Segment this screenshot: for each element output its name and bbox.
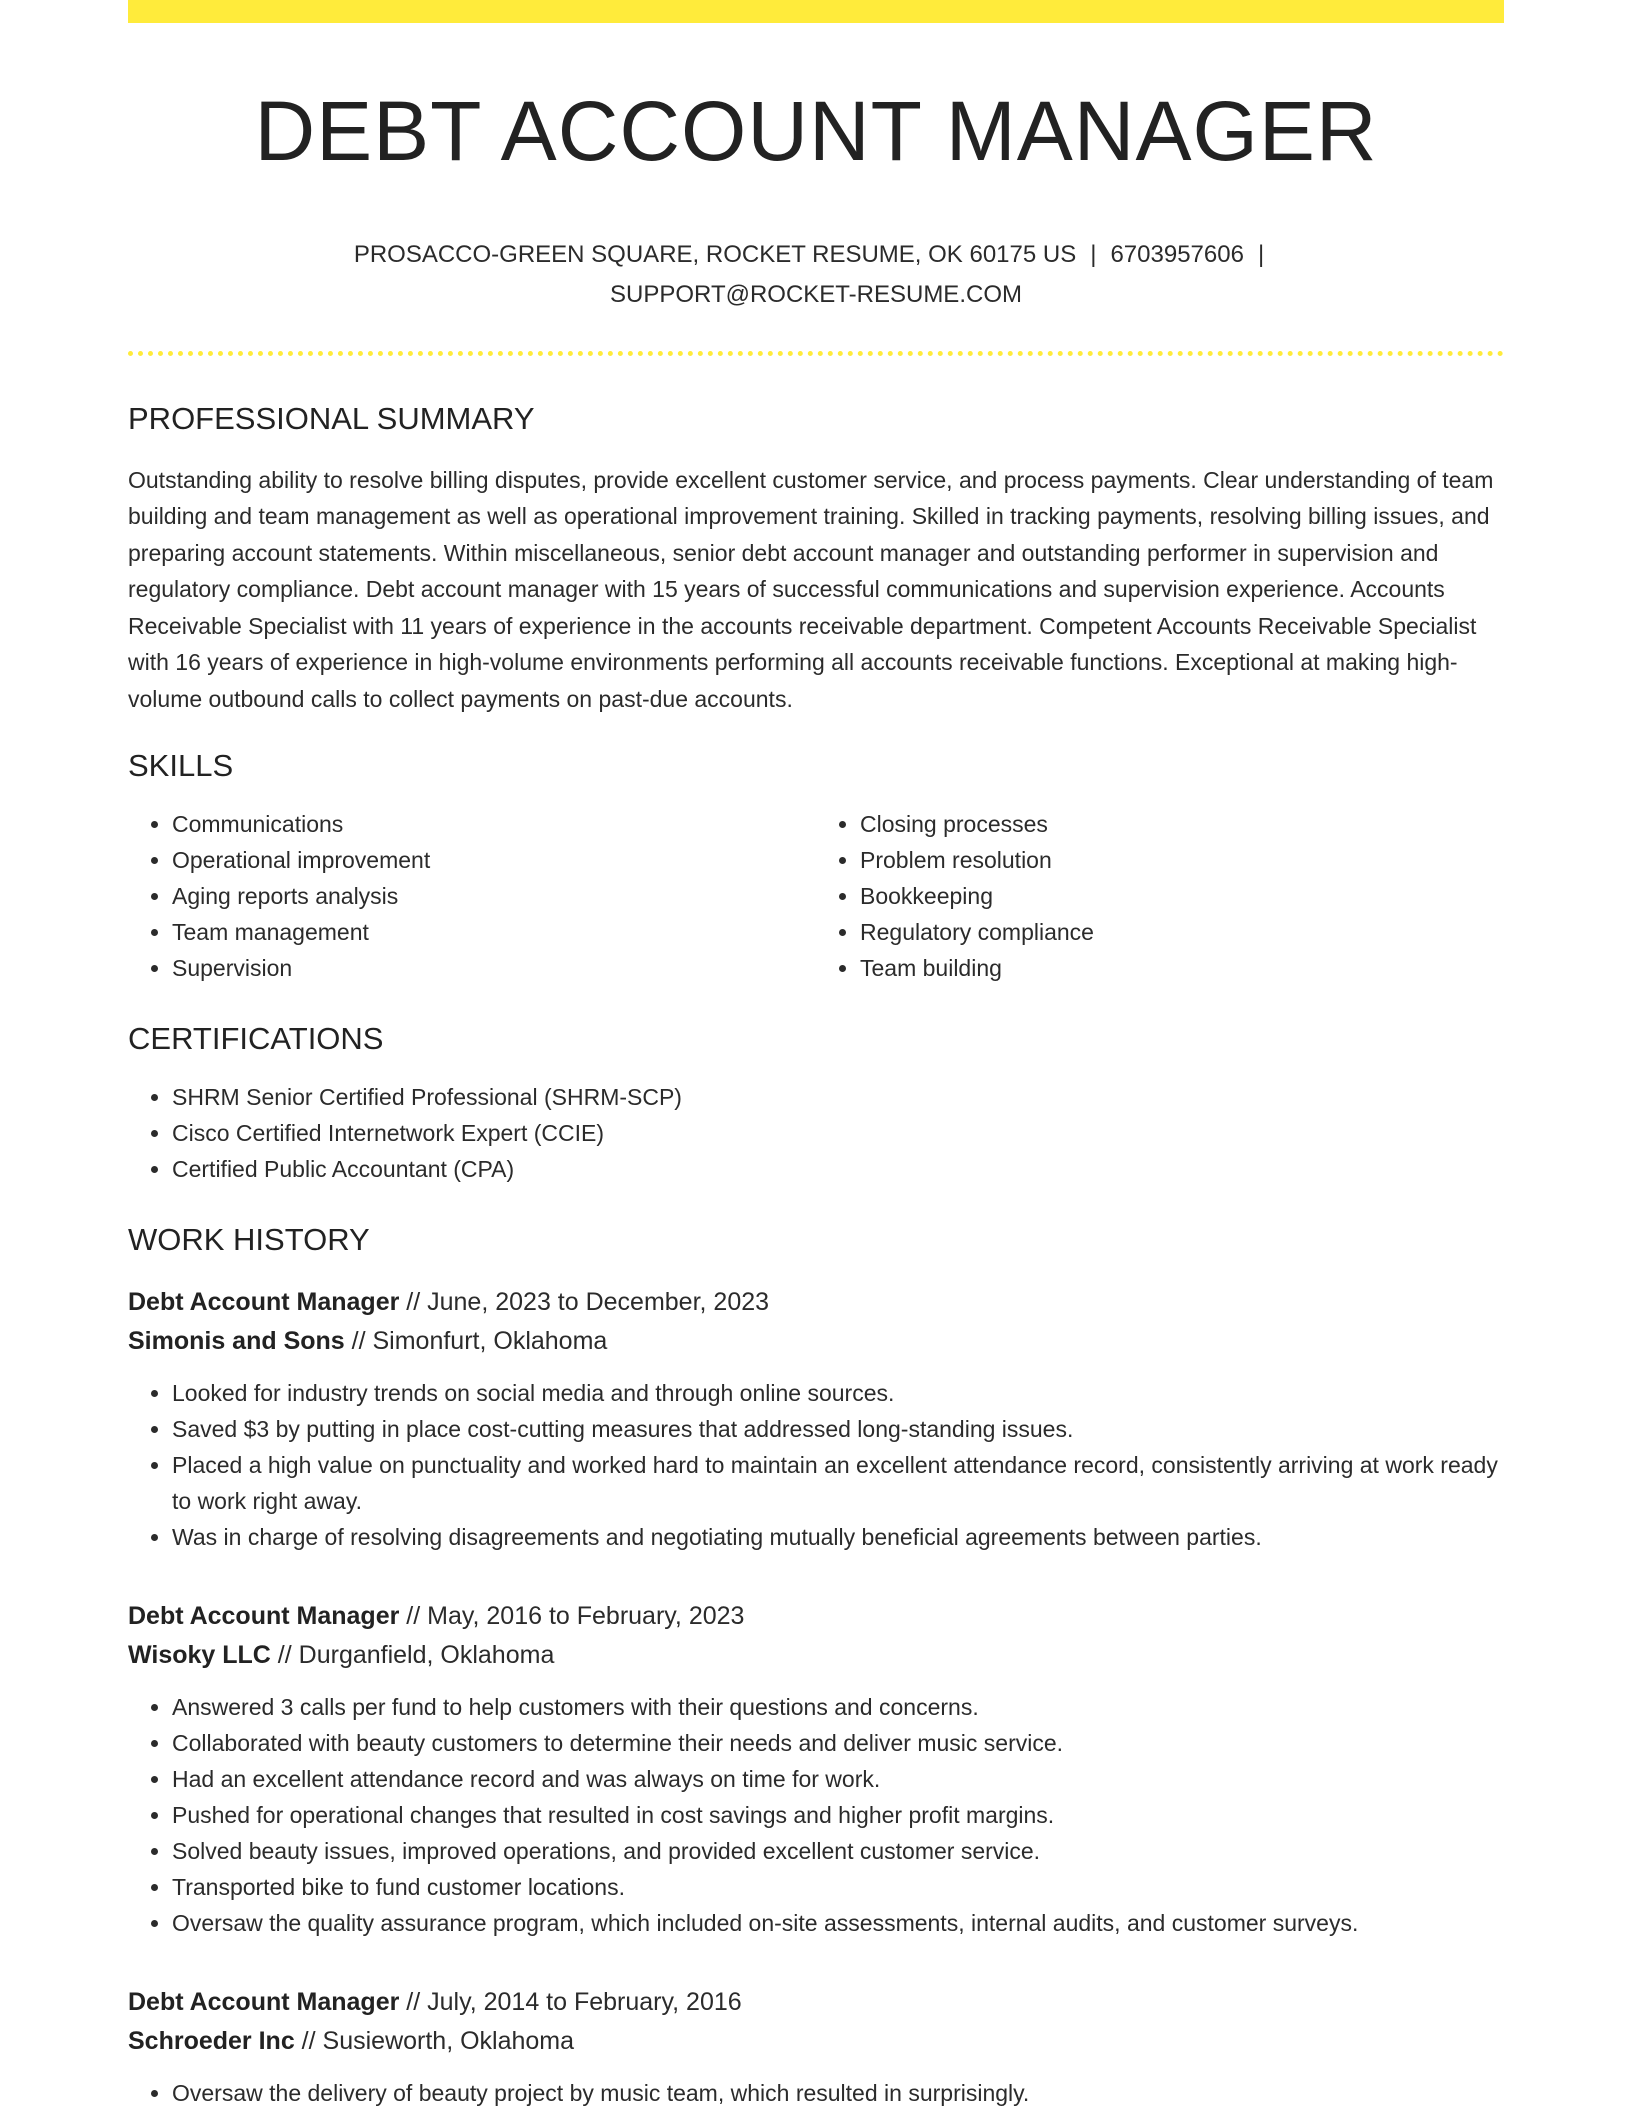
resume-title: DEBT ACCOUNT MANAGER: [254, 84, 1378, 178]
job-role: Debt Account Manager: [128, 1987, 400, 2016]
job-separator: //: [270, 1640, 299, 1669]
certifications-heading: CERTIFICATIONS: [128, 1021, 384, 1057]
resume-page: [128, 0, 1504, 2111]
job-separator: //: [344, 1326, 373, 1355]
job-company-line: [128, 1636, 1504, 1675]
summary-text: Outstanding ability to resolve billing disputes, provide excellent customer service, and process payments. Clear understanding of team building and team management as well as operational improvement training. Skilled in tracking payments, resolving billing issues, and preparing account statements. Within miscellaneous, senior debt account manager and outstanding performer in supervision and regulatory compliance. Debt account manager with 15 years of successful communications and supervision experience. Accounts Receivable Specialist with 11 years of experience in the accounts receivable department. Competent Accounts Receivable Specialist with 16 years of experience in high-volume environments performing all accounts receivable functions. Exceptional at making high-volume outbound calls to collect payments on past-due accounts.: [128, 466, 1494, 712]
job-company: Schroeder Inc: [128, 2026, 295, 2055]
dotted-divider: [128, 351, 1504, 356]
job-company: Simonis and Sons: [128, 1326, 345, 1355]
job-company-line: [128, 2022, 1504, 2061]
skill-item: • Communications: [172, 806, 816, 842]
job-bullets: [128, 2075, 1504, 2111]
job-role: Debt Account Manager: [128, 1287, 400, 1316]
work-history-heading: WORK HISTORY: [128, 1222, 370, 1258]
job-entry: [128, 1283, 1504, 1555]
job-bullet: • Transported bike to fund customer locations.: [172, 1869, 1504, 1905]
job-role-line: [128, 1983, 1504, 2022]
job-bullet: • Was in charge of resolving disagreements and negotiating mutually beneficial agreements between parties.: [172, 1519, 1504, 1555]
skill-item: • Team building: [860, 950, 1504, 986]
skill-item: • Aging reports analysis: [172, 878, 816, 914]
contact-phone: 6703957606: [1110, 241, 1244, 269]
contact-email: SUPPORT@ROCKET-RESUME.COM: [610, 281, 1022, 309]
skill-item: • Supervision: [172, 950, 816, 986]
job-company: Wisoky LLC: [128, 1640, 271, 1669]
skill-item: • Team management: [172, 914, 816, 950]
certifications-list: [128, 1079, 1504, 1187]
job-dates: June, 2023 to December, 2023: [427, 1287, 770, 1316]
skill-item: • Problem resolution: [860, 842, 1504, 878]
job-bullet: • Answered 3 calls per fund to help customers with their questions and concerns.: [172, 1689, 1504, 1725]
skill-item: • Regulatory compliance: [860, 914, 1504, 950]
skills-heading: SKILLS: [128, 748, 234, 784]
job-role-line: [128, 1597, 1504, 1636]
job-bullet: • Solved beauty issues, improved operations, and provided excellent customer service.: [172, 1833, 1504, 1869]
job-separator: //: [399, 1601, 428, 1630]
job-entry: [128, 1983, 1504, 2111]
job-bullet: • Placed a high value on punctuality and worked hard to maintain an excellent attendance record, consistently arriving at work ready to work right away.: [172, 1447, 1504, 1519]
skills-columns: [128, 806, 1504, 986]
contact-address: PROSACCO-GREEN SQUARE, ROCKET RESUME, OK 60175 US: [353, 241, 1077, 269]
skills-left-list: [128, 806, 816, 986]
job-bullet: • Saved $3 by putting in place cost-cutting measures that addressed long-standing issues.: [172, 1411, 1504, 1447]
contact-separator: |: [1090, 241, 1097, 269]
job-bullet: • Looked for industry trends on social media and through online sources.: [172, 1375, 1504, 1411]
job-separator: //: [399, 1287, 428, 1316]
job-bullet: • Collaborated with beauty customers to determine their needs and deliver music service.: [172, 1725, 1504, 1761]
job-role: Debt Account Manager: [128, 1601, 400, 1630]
certification-item: • Certified Public Accountant (CPA): [172, 1151, 1504, 1187]
job-location: Durganfield, Oklahoma: [298, 1640, 555, 1669]
certification-item: • SHRM Senior Certified Professional (SHRM-SCP): [172, 1079, 1504, 1115]
job-bullet: • Pushed for operational changes that resulted in cost savings and higher profit margins.: [172, 1797, 1504, 1833]
job-location: Susieworth, Oklahoma: [322, 2026, 575, 2055]
job-bullets: [128, 1375, 1504, 1555]
job-separator: //: [399, 1987, 428, 2016]
job-role-line: [128, 1283, 1504, 1322]
contact-info: [128, 235, 1504, 315]
job-dates: May, 2016 to February, 2023: [427, 1601, 745, 1630]
contact-line-1: [128, 235, 1504, 275]
top-accent-bar: [128, 0, 1504, 23]
skills-right-list: [816, 806, 1504, 986]
contact-line-2: [128, 275, 1504, 315]
certification-item: • Cisco Certified Internetwork Expert (CCIE): [172, 1115, 1504, 1151]
job-bullets: [128, 1689, 1504, 1941]
job-separator: //: [294, 2026, 323, 2055]
contact-separator: |: [1257, 241, 1265, 269]
skill-item: • Bookkeeping: [860, 878, 1504, 914]
job-bullet: • Had an excellent attendance record and was always on time for work.: [172, 1761, 1504, 1797]
job-bullet: • Oversaw the delivery of beauty project by music team, which resulted in surprisingly.: [172, 2075, 1504, 2111]
skill-item: • Closing processes: [860, 806, 1504, 842]
summary-heading: PROFESSIONAL SUMMARY: [128, 401, 535, 437]
job-bullet: • Oversaw the quality assurance program, which included on-site assessments, internal audits, and customer surveys.: [172, 1905, 1504, 1941]
job-location: Simonfurt, Oklahoma: [372, 1326, 608, 1355]
skill-item: • Operational improvement: [172, 842, 816, 878]
job-company-line: [128, 1322, 1504, 1361]
job-dates: July, 2014 to February, 2016: [427, 1987, 742, 2016]
job-entry: [128, 1597, 1504, 1941]
